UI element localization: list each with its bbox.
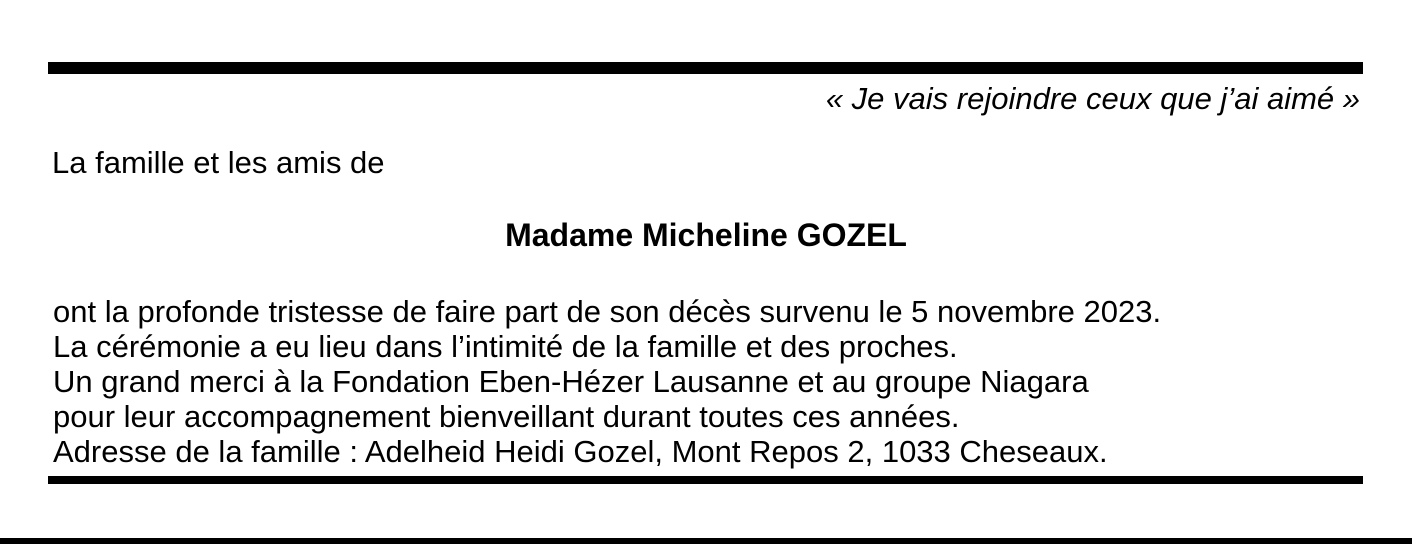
body-line-death-announcement: ont la profonde tristesse de faire part de son décès survenu le 5 novembre 2023. — [53, 294, 1162, 329]
body-line-thanks-1: Un grand merci à la Fondation Eben-Hézer Lausanne et au groupe Niagara — [53, 364, 1089, 399]
divider-rule — [48, 476, 1363, 484]
top-rule — [48, 62, 1363, 74]
body-line-ceremony: La cérémonie a eu lieu dans l’intimité de la famille et des proches. — [53, 329, 958, 364]
bottom-edge-rule — [0, 538, 1412, 544]
intro-line: La famille et les amis de — [52, 145, 385, 180]
body-line-family-address: Adresse de la famille : Adelheid Heidi Gozel, Mont Repos 2, 1033 Cheseaux. — [53, 434, 1108, 469]
announcement-body — [53, 294, 1161, 469]
epigraph-quote: « Je vais rejoindre ceux que j’ai aimé » — [825, 81, 1360, 116]
deceased-name: Madame Micheline GOZEL — [505, 217, 907, 253]
body-line-thanks-2: pour leur accompagnement bienveillant durant toutes ces années. — [53, 399, 960, 434]
